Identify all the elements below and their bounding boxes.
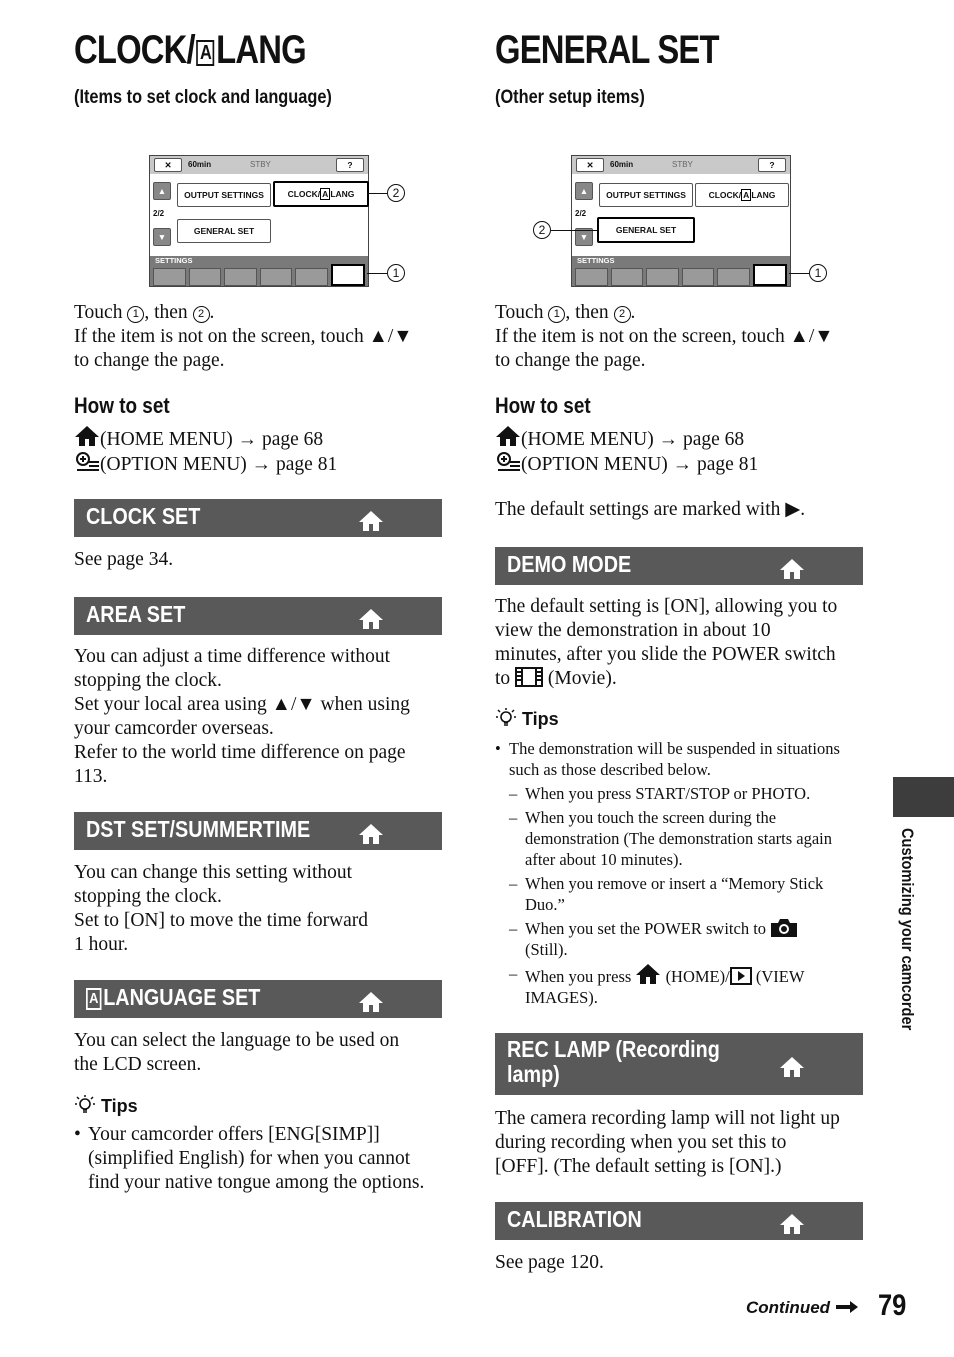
- battery-indicator: 60min: [610, 160, 634, 169]
- movie-icon: [515, 667, 543, 687]
- tip-sub-item: – When you touch the screen during the demonstration (The demonstration starts again after about 10 minutes).: [495, 807, 853, 870]
- lcd-screen-illustration: [571, 155, 791, 287]
- home-icon: [779, 1055, 805, 1079]
- output-settings-button: OUTPUT SETTINGS: [599, 183, 693, 207]
- camera-icon: [770, 918, 798, 938]
- close-icon: ✕: [154, 158, 182, 172]
- clock-lang-button: CLOCK/ A LANG: [273, 181, 369, 207]
- clock-lang-button: CLOCK/ A LANG: [695, 183, 789, 207]
- page-up-icon: ▲: [575, 182, 593, 200]
- general-set-button: GENERAL SET: [597, 217, 695, 243]
- tips-list: [495, 738, 853, 1008]
- how-to-set-heading: How to set: [495, 393, 591, 418]
- battery-indicator: 60min: [188, 160, 212, 169]
- tips-heading: Tips: [495, 707, 559, 730]
- settings-label: SETTINGS: [577, 256, 615, 265]
- menu-references: (HOME MENU) → page 68 (OPTION MENU) → page 81: [74, 425, 454, 477]
- demo-mode-text: The default setting is [ON], allowing you to view the demonstration in about 10 minutes, after you slide the POWER switch to (Movie).: [495, 596, 838, 689]
- lcd-screen-illustration: [149, 155, 369, 287]
- page-down-icon: ▼: [153, 228, 171, 246]
- home-icon: [358, 990, 384, 1014]
- page-number: 79: [878, 1289, 907, 1322]
- tip-sub-item: – When you remove or insert a “Memory Stick Duo.”: [495, 873, 853, 915]
- callout-1: 1: [387, 264, 405, 282]
- callout-1: 1: [809, 264, 827, 282]
- clock-set-text: See page 34.: [74, 549, 174, 570]
- how-to-set-heading: How to set: [74, 393, 170, 418]
- lightbulb-icon: [495, 707, 517, 729]
- instructions: Touch 1 , then 2 . If the item is not on the screen, touch ▲/▼ to change the page.: [74, 302, 413, 371]
- home-icon: [779, 1212, 805, 1236]
- arrow-right-icon: [835, 1300, 859, 1314]
- page-indicator: 2/2: [153, 209, 165, 218]
- default-note: The default settings are marked with ▶.: [495, 499, 806, 520]
- tips-heading: Tips: [74, 1094, 138, 1117]
- home-icon: [779, 557, 805, 581]
- language-icon: A: [196, 40, 214, 66]
- section-dst-set: DST SET/SUMMERTIME: [74, 812, 442, 850]
- help-icon: ?: [336, 158, 364, 172]
- tips-list: [74, 1123, 442, 1195]
- page-title-general-set: GENERAL SET: [495, 28, 719, 72]
- page-up-icon: ▲: [153, 182, 171, 200]
- section-calibration: CALIBRATION: [495, 1202, 863, 1240]
- tip-item: • The demonstration will be suspended in situations such as those described below.: [495, 738, 853, 780]
- settings-label: SETTINGS: [155, 256, 193, 265]
- menu-references: (HOME MENU) → page 68 (OPTION MENU) → page 81: [495, 425, 875, 477]
- tip-sub-item: – When you press START/STOP or PHOTO.: [495, 783, 853, 804]
- page-down-icon: ▼: [575, 228, 593, 246]
- home-icon: [635, 963, 661, 985]
- home-icon: [358, 822, 384, 846]
- section-label: Customizing your camcorder: [898, 828, 917, 1031]
- callout-2: 2: [533, 221, 551, 239]
- close-icon: ✕: [576, 158, 604, 172]
- lightbulb-icon: [74, 1094, 96, 1116]
- continued-label: Continued: [746, 1298, 859, 1318]
- section-area-set: AREA SET: [74, 597, 442, 635]
- section-clock-set: CLOCK SET: [74, 499, 442, 537]
- option-icon: [495, 452, 521, 472]
- status-text: STBY: [672, 160, 693, 169]
- language-set-text: You can select the language to be used on the LCD screen.: [74, 1030, 400, 1075]
- option-icon: [74, 452, 100, 472]
- instructions: Touch 1 , then 2 . If the item is not on the screen, touch ▲/▼ to change the page.: [495, 302, 834, 371]
- section-tab: [893, 777, 954, 817]
- menu-tabs: [150, 266, 368, 286]
- general-set-button: GENERAL SET: [177, 219, 271, 243]
- page-indicator: 2/2: [575, 209, 587, 218]
- section-language-set: A LANGUAGE SET: [74, 980, 442, 1018]
- status-text: STBY: [250, 160, 271, 169]
- callout-2: 2: [387, 184, 405, 202]
- area-set-text: You can adjust a time difference without stopping the clock. Set your local area using ▲/▼ when using your camcorder overseas. Refer to the world time difference on page 113.: [74, 646, 410, 787]
- calibration-text: See page 120.: [495, 1252, 604, 1273]
- home-icon: [74, 425, 100, 447]
- subtitle: (Other setup items): [495, 87, 645, 108]
- home-icon: [495, 425, 521, 447]
- help-icon: ?: [758, 158, 786, 172]
- section-rec-lamp: REC LAMP (Recording lamp): [495, 1033, 863, 1095]
- subtitle: (Items to set clock and language): [74, 87, 332, 108]
- section-demo-mode: DEMO MODE: [495, 547, 863, 585]
- tip-sub-item: – When you set the POWER switch to (Still).: [495, 918, 853, 960]
- home-icon: [358, 607, 384, 631]
- tip-sub-item: – When you press (HOME)/ (VIEW IMAGES).: [495, 963, 853, 1008]
- dst-set-text: You can change this setting without stopping the clock. Set to [ON] to move the time forward 1 hour.: [74, 862, 369, 955]
- home-icon: [358, 509, 384, 533]
- language-icon: A: [86, 988, 101, 1010]
- menu-tabs: [572, 266, 790, 286]
- output-settings-button: OUTPUT SETTINGS: [177, 183, 271, 207]
- page-title-clock-lang: CLOCK/ A LANG: [74, 28, 306, 72]
- view-images-icon: [730, 967, 752, 985]
- tip-item: • Your camcorder offers [ENG[SIMP]] (simplified English) for when you cannot find your native tongue among the options.: [74, 1123, 442, 1195]
- rec-lamp-text: The camera recording lamp will not light up during recording when you set this to [OFF]. (The default setting is [ON].): [495, 1108, 840, 1177]
